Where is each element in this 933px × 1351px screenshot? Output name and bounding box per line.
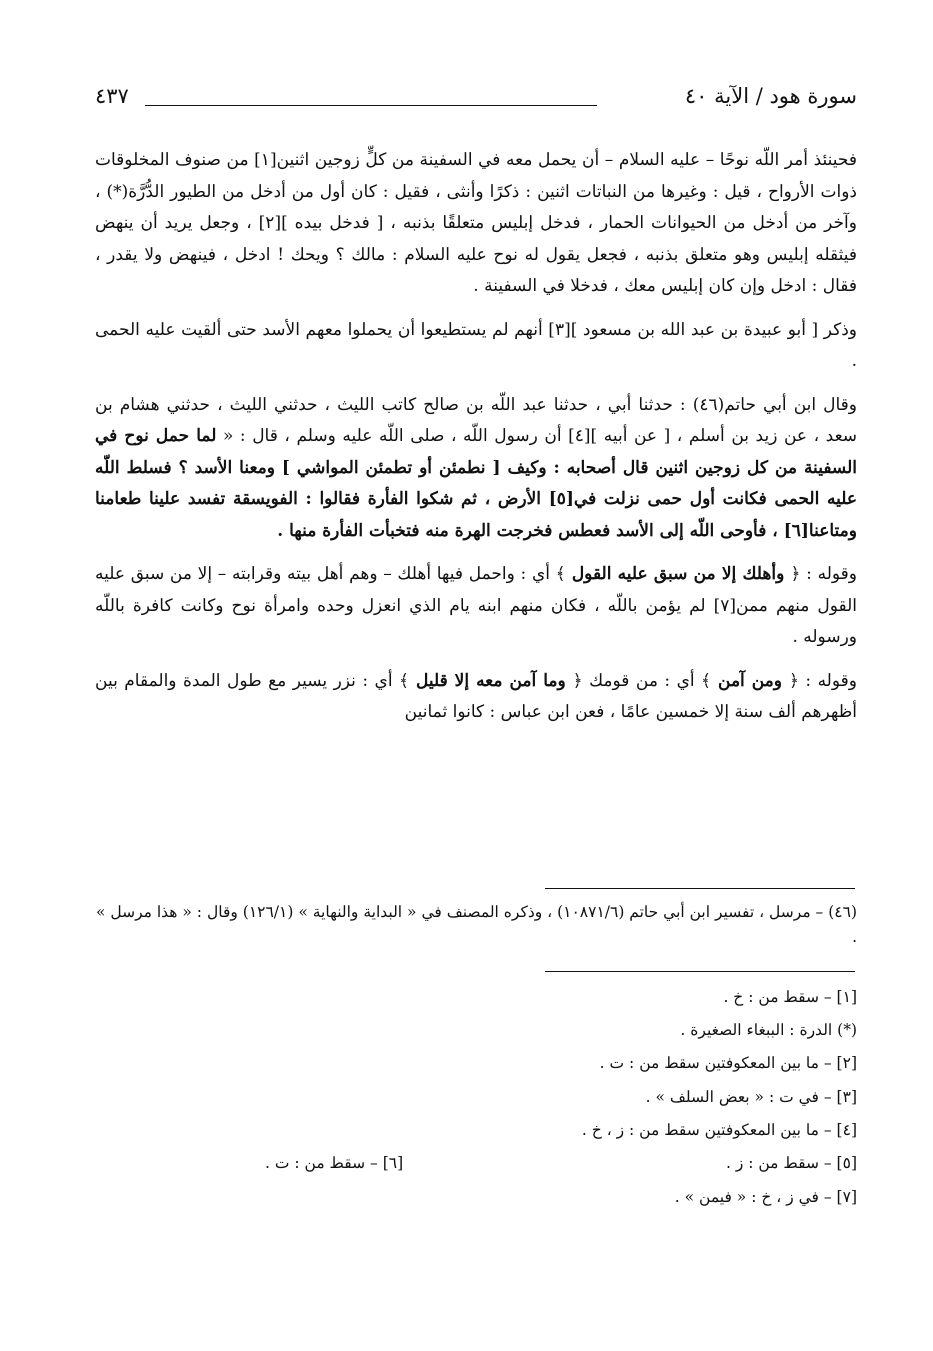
page-number: ٤٣٧: [95, 84, 129, 108]
note-7: [٧] – في ز ، خ : « فيمن » .: [674, 1188, 857, 1206]
paragraph-3: [95, 390, 857, 548]
quran-quote-2: ومن آمن: [711, 670, 789, 691]
footnote-separator-2: [545, 971, 855, 972]
quran-quote-1: وأهلك إلا من سبق عليه القول: [565, 564, 791, 584]
paragraph-5-post: ﴾ أي : نزر يسير مع طول المدة والمقام بين أظهرهم ألف سنة إلا خمسين عامًا ، فعن ابن عباس : كانوا ثمانين: [95, 670, 857, 722]
note-4: [٤] – ما بين المعكوفتين سقط من : ز ، خ .: [581, 1121, 857, 1139]
paragraph-1: فحينئذ أمر اللّه نوحًا – عليه السلام – أن يحمل معه في السفينة من كلٍّ زوجين اثنين[١] من صنوف المخلوقات ذوات الأرواح ، قيل : وغيرها من النباتات اثنين : ذكرًا وأنثى ، فقيل : كان أول من أدخل من الطيور الدُّرَّة(*) ، وآخر من أدخل من الحيوانات الحمار ، فدخل إبليس متعلقًا بذنبه ، [ فدخل بيده ][٢] ، وجعل يريد أن ينهض فيثقله إبليس وهو متعلق بذنبه ، فجعل يقول له نوح عليه السلام : مالك ؟ ويحك ! ادخل ، فينهض ولا يقدر ، فقال : ادخل وإن كان إبليس معك ، فدخلا في السفينة .: [95, 150, 857, 296]
footnote-46: (٤٦) – مرسل ، تفسير ابن أبي حاتم (١٠٨٧١/٦) ، وذكره المصنف في « البداية والنهاية » (١٢٦/١) وقال : « هذا مرسل » .: [95, 903, 857, 946]
main-text: [95, 145, 857, 741]
paragraph-4-pre: وقوله : ﴿: [790, 564, 857, 584]
paragraph-3-text: وقال ابن أبي حاتم(٤٦) : حدثنا أبي ، حدثنا عبد اللّه بن صالح كاتب الليث ، حدثني الليث ، حدثني هشام بن سعد ، عن زيد بن أسلم ، [ عن أبيه ][٤] أن رسول اللّه ، صلى اللّه عليه وسلم ، قال : «: [95, 394, 858, 446]
hadith-text: لما حمل نوح في السفينة من كل زوجين اثنين قال أصحابه : وكيف [ نطمئن أو تطمئن المواشي ] ومعنا الأسد ؟ فسلط اللّه عليه الحمى فكانت أول حمى نزلت في[٥] الأرض ، ثم شكوا الفأرة فقالوا : الفويسقة تفسد علينا طعامنا ومتاعنا[٦] ، فأوحى اللّه إلى الأسد فعطس فخرجت الهرة منه فتخبأت الفأرة منها .: [95, 426, 858, 541]
note-2: [٢] – ما بين المعكوفتين سقط من : ت .: [599, 1054, 857, 1072]
paragraph-5-mid: ﴾ أي : من قومك ﴿: [572, 670, 712, 691]
paragraph-5: [95, 666, 857, 729]
paragraph-4: [95, 559, 857, 654]
paragraph-5-pre: وقوله : ﴿: [788, 670, 857, 691]
paragraph-2: وذكر [ أبو عبيدة بن عبد الله بن مسعود ][٣] أنهم لم يستطيعوا أن يحملوا معهم الأسد حتى ألقيت عليه الحمى .: [95, 319, 857, 371]
page-header: [95, 82, 857, 122]
paragraph-4-post: ﴾ أي : واحمل فيها أهلك – وهم أهل بيته وقرابته – إلا من سبق عليه القول منهم ممن[٧] لم يؤمن باللّه ، فكان منهم ابنه يام الذي انعزل وحده وامرأة نوح وكانت كافرة باللّه ورسوله .: [95, 564, 858, 647]
note-3: [٣] – في ت : « بعض السلف » .: [645, 1088, 857, 1106]
note-6: [٦] – سقط من : ت .: [265, 1154, 404, 1172]
header-rule: [145, 105, 597, 106]
footnote-separator: [545, 888, 855, 889]
note-5: [٥] – سقط من : ز .: [725, 1154, 857, 1172]
note-1: [١] – سقط من : خ .: [723, 988, 857, 1006]
running-title: سورة هود / الآية ٤٠: [684, 84, 857, 108]
quran-quote-3: وما آمن معه إلا قليل: [408, 670, 573, 691]
note-star: (*) الدرة : الببغاء الصغيرة .: [680, 1021, 857, 1039]
